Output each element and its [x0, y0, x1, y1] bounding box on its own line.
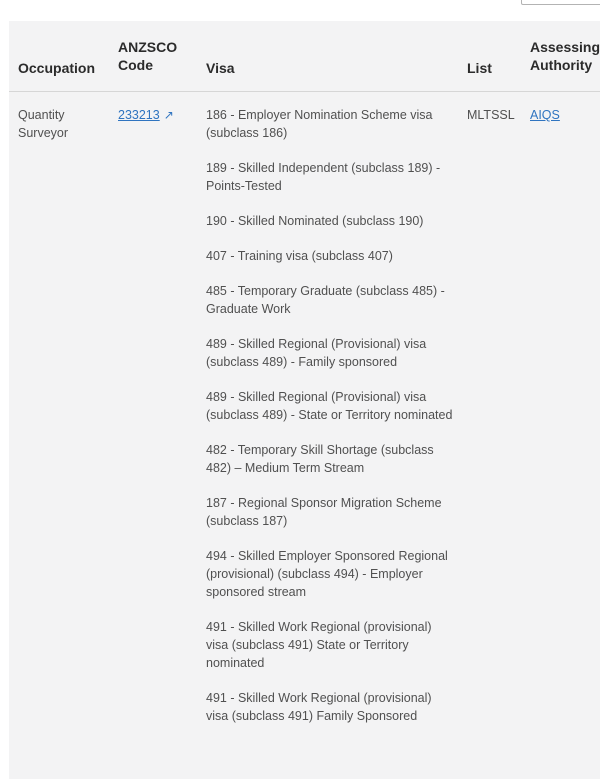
header-list: List — [467, 60, 492, 76]
visa-item: 186 - Employer Nomination Scheme visa (subclass 186) — [206, 108, 433, 140]
header-visa: Visa — [206, 60, 235, 76]
visa-item: 187 - Regional Sponsor Migration Scheme (subclass 187) — [206, 496, 442, 528]
cell-anzsco-code — [118, 106, 174, 124]
visa-list — [206, 106, 456, 742]
anzsco-code-link[interactable]: 233213 — [118, 108, 160, 122]
visa-item: 407 - Training visa (subclass 407) — [206, 249, 393, 263]
visa-item: 491 - Skilled Work Regional (provisional) visa (subclass 491) Family Sponsored — [206, 691, 432, 723]
cell-list: MLTSSL — [467, 108, 515, 122]
assessing-authority-link[interactable]: AIQS — [530, 108, 560, 122]
top-bar — [0, 0, 600, 21]
header-assessing-authority: Assessing Authority — [530, 39, 600, 73]
visa-item: 489 - Skilled Regional (Provisional) visa (subclass 489) - State or Territory nominated — [206, 390, 453, 422]
visa-item: 494 - Skilled Employer Sponsored Regional (provisional) (subclass 494) - Employer sponsored stream — [206, 549, 448, 599]
header-anzsco-code: ANZSCO Code — [118, 39, 178, 73]
visa-item: 482 - Temporary Skill Shortage (subclass 482) – Medium Term Stream — [206, 443, 434, 475]
cell-occupation: Quantity Surveyor — [18, 108, 69, 140]
visa-item: 189 - Skilled Independent (subclass 189) - Points-Tested — [206, 161, 441, 193]
external-link-icon[interactable]: ↗ — [163, 108, 174, 122]
visa-item: 491 - Skilled Work Regional (provisional) visa (subclass 491) State or Territory nominated — [206, 620, 432, 670]
visa-item: 485 - Temporary Graduate (subclass 485) - Graduate Work — [206, 284, 445, 316]
visa-item: 489 - Skilled Regional (Provisional) visa (subclass 489) - Family sponsored — [206, 337, 427, 369]
top-control[interactable] — [521, 0, 600, 5]
table-header — [9, 21, 600, 92]
occupation-table — [9, 21, 600, 779]
header-occupation: Occupation — [18, 60, 96, 76]
visa-item: 190 - Skilled Nominated (subclass 190) — [206, 214, 424, 228]
cell-assessing-authority — [530, 106, 560, 124]
